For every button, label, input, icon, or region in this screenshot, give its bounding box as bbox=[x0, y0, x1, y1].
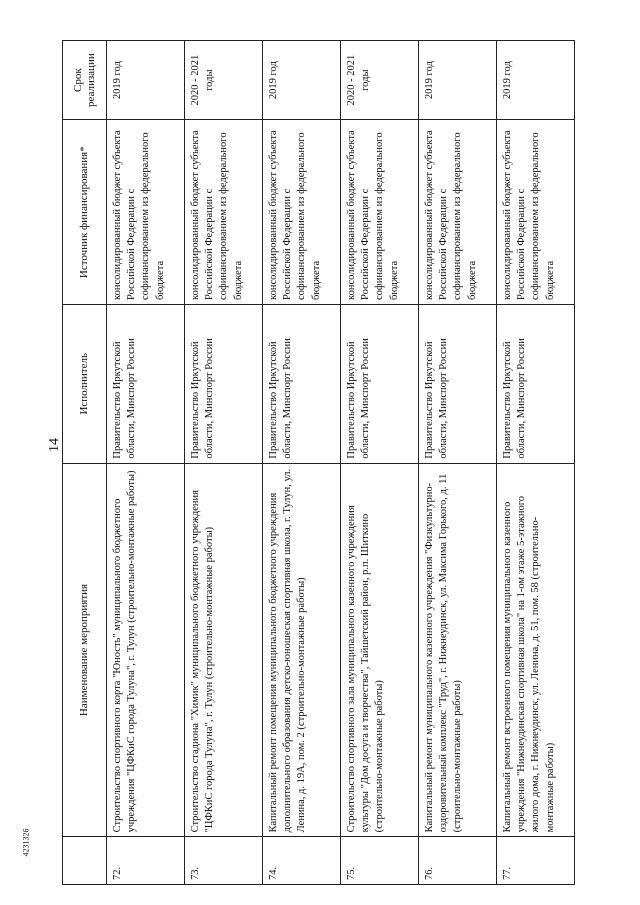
page-number: 14 bbox=[47, 438, 62, 452]
row-number: 76. bbox=[419, 837, 497, 885]
row-period: 2019 год bbox=[497, 41, 575, 120]
row-number: 74. bbox=[263, 837, 341, 885]
table-row bbox=[419, 41, 497, 885]
row-number: 75. bbox=[341, 837, 419, 885]
row-executor: Правительство Иркутской области, Минспорт России bbox=[419, 304, 497, 463]
row-number: 77. bbox=[497, 837, 575, 885]
row-executor: Правительство Иркутской области, Минспорт России bbox=[497, 304, 575, 463]
table-row bbox=[341, 41, 419, 885]
row-name: Капитальный ремонт помещения муниципального бюджетного учреждения дополнительного образования детско-юношеская спортивная школа, г. Тулун, ул. Ленина, д. 19А, пом. 2 (строительно-монтажные работы) bbox=[263, 463, 341, 837]
row-name: Строительство спортивного зала муниципального казенного учреждения культуры "Дом досуга и творчества", Тайшетский район, р.п. Шиткино (строительно-монтажные работы) bbox=[341, 463, 419, 837]
row-source: консолидированный бюджет субъекта Российской Федерации с софинансированием из федерального бюджета bbox=[107, 120, 185, 305]
measures-table bbox=[62, 40, 575, 885]
row-executor: Правительство Иркутской области, Минспорт России bbox=[263, 304, 341, 463]
row-executor: Правительство Иркутской области, Минспорт России bbox=[107, 304, 185, 463]
row-name: Капитальный ремонт встроенного помещения муниципального казенного учреждения "Нижнеудинская спортивная школа" на 1-ом этаже 5-этажного жилого дома, г. Нижнеудинск, ул. Ленина, д. 51, пом. 58 (строительно-монтажные работы) bbox=[497, 463, 575, 837]
row-period: 2019 год bbox=[263, 41, 341, 120]
header-num bbox=[63, 837, 107, 885]
row-source: консолидированный бюджет субъекта Российской Федерации с софинансированием из федерального бюджета bbox=[497, 120, 575, 305]
header-executor: Исполнитель bbox=[63, 304, 107, 463]
row-period: 2019 год bbox=[107, 41, 185, 120]
row-executor: Правительство Иркутской области, Минспорт России bbox=[341, 304, 419, 463]
row-source: консолидированный бюджет субъекта Российской Федерации с софинансированием из федерального бюджета bbox=[263, 120, 341, 305]
row-number: 72. bbox=[107, 837, 185, 885]
row-number: 73. bbox=[185, 837, 263, 885]
table-header-row bbox=[63, 41, 107, 885]
row-name: Строительство стадиона "Химик" муниципального бюджетного учреждения "ЦФКиС города Тулуна", г. Тулун (строительно-монтажные работы) bbox=[185, 463, 263, 837]
row-source: консолидированный бюджет субъекта Российской Федерации с софинансированием из федерального бюджета bbox=[341, 120, 419, 305]
rotated-table-container bbox=[62, 40, 582, 885]
document-id: 4231326 bbox=[21, 828, 31, 857]
row-period: 2019 год bbox=[419, 41, 497, 120]
header-name: Наименование мероприятия bbox=[63, 463, 107, 837]
row-name: Капитальный ремонт муниципального казенного учреждения "Физкультурно-оздоровительный комплекс "Труд", г. Нижнеудинск, ул. Максима Горького, д. 11 (строительно-монтажные работы) bbox=[419, 463, 497, 837]
table-row bbox=[107, 41, 185, 885]
header-period: Срок реализации bbox=[63, 41, 107, 120]
row-period: 2020 - 2021 годы bbox=[341, 41, 419, 120]
table-row bbox=[263, 41, 341, 885]
header-source: Источник финансирования* bbox=[63, 120, 107, 305]
row-source: консолидированный бюджет субъекта Российской Федерации с софинансированием из федерального бюджета bbox=[419, 120, 497, 305]
table-row bbox=[185, 41, 263, 885]
row-source: консолидированный бюджет субъекта Российской Федерации с софинансированием из федерального бюджета bbox=[185, 120, 263, 305]
table-row bbox=[497, 41, 575, 885]
row-period: 2020 - 2021 годы bbox=[185, 41, 263, 120]
row-name: Строительство спортивного корта "Юность" муниципального бюджетного учреждения "ЦФКиС города Тулуна", г. Тулун (строительно-монтажные работы) bbox=[107, 463, 185, 837]
row-executor: Правительство Иркутской области, Минспорт России bbox=[185, 304, 263, 463]
